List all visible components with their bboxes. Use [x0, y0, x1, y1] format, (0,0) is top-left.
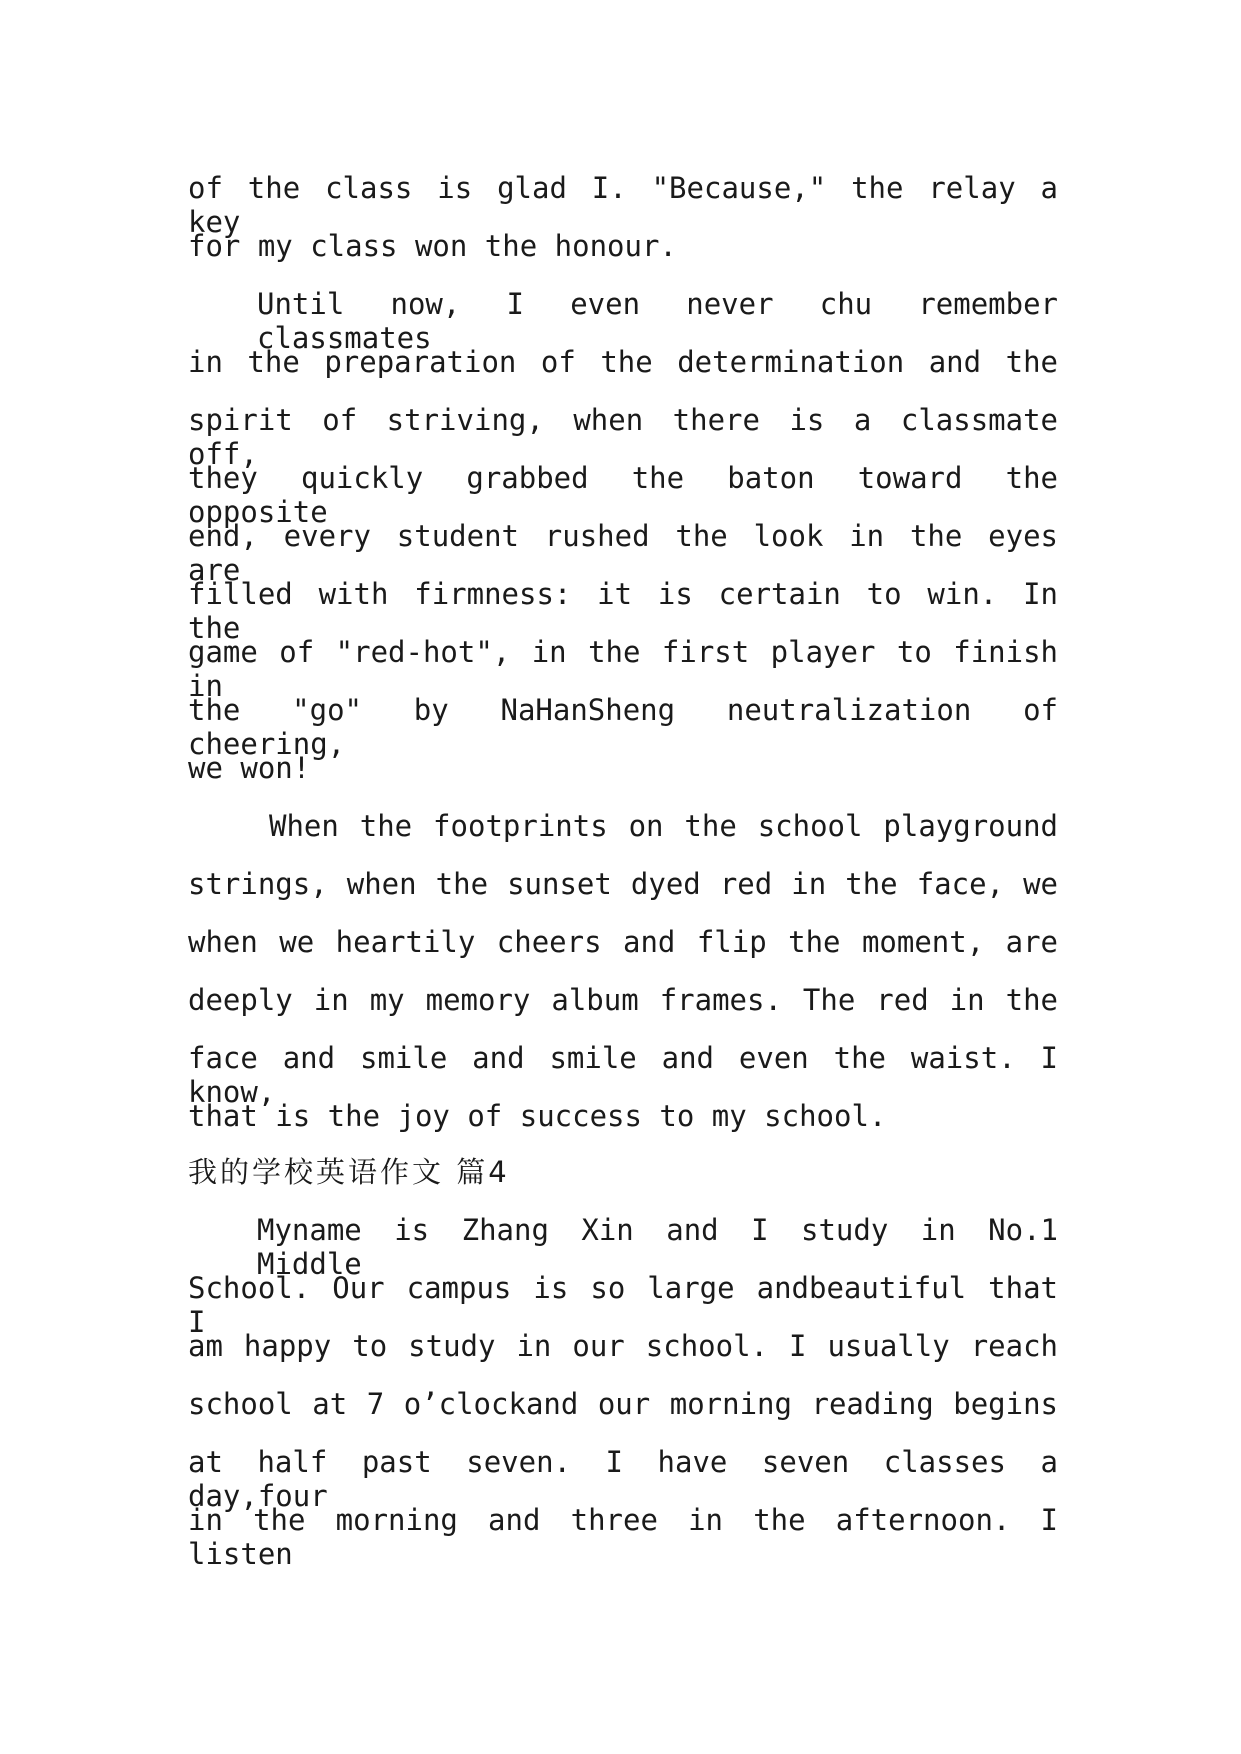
text-line: when we heartily cheers and flip the moment, are	[188, 925, 1058, 959]
text-line: When the footprints on the school playground	[269, 809, 1058, 843]
section-heading: 我的学校英语作文 篇4	[188, 1155, 510, 1189]
text-line: at half past seven. I have seven classes a day,four	[188, 1445, 1058, 1513]
text-line: they quickly grabbed the baton toward the opposite	[188, 461, 1058, 529]
text-line: of the class is glad I. "Because," the relay a key	[188, 171, 1058, 239]
text-line: game of "red-hot", in the first player to finish in	[188, 635, 1058, 703]
text-line: face and smile and smile and even the waist. I know,	[188, 1041, 1058, 1109]
text-line: strings, when the sunset dyed red in the face, we	[188, 867, 1058, 901]
text-line: in the preparation of the determination and the	[188, 345, 1058, 379]
text-line: Myname is Zhang Xin and I study in No.1 Middle	[257, 1213, 1058, 1281]
text-line: in the morning and three in the afternoon. I listen	[188, 1503, 1058, 1571]
text-line: that is the joy of success to my school.	[188, 1099, 887, 1133]
text-line: end, every student rushed the look in the eyes are	[188, 519, 1058, 587]
text-line: am happy to study in our school. I usually reach	[188, 1329, 1058, 1363]
text-line: School. Our campus is so large andbeautiful that I	[188, 1271, 1058, 1339]
text-line: Until now, I even never chu remember classmates	[257, 287, 1058, 355]
text-line: school at 7 o’clockand our morning reading begins	[188, 1387, 1058, 1421]
text-line: filled with firmness: it is certain to win. In the	[188, 577, 1058, 645]
text-line: deeply in my memory album frames. The red in the	[188, 983, 1058, 1017]
text-line: we won!	[188, 751, 311, 785]
text-line: the "go" by NaHanSheng neutralization of cheering,	[188, 693, 1058, 761]
text-line: for my class won the honour.	[188, 229, 677, 263]
text-line: spirit of striving, when there is a classmate off,	[188, 403, 1058, 471]
